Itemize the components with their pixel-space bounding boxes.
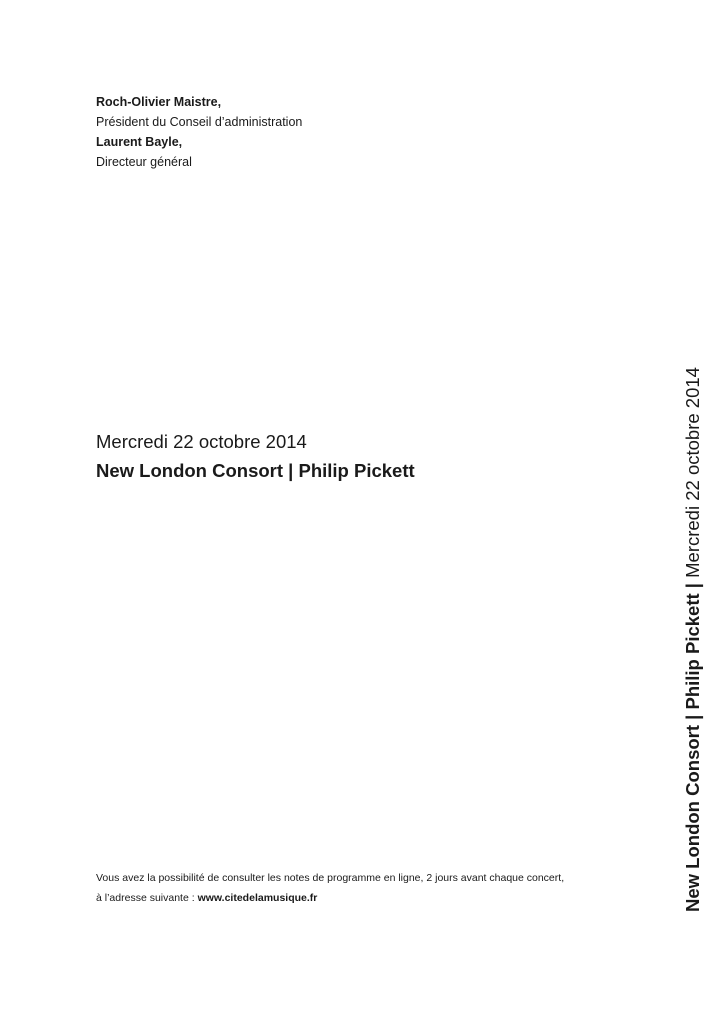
spine-text (681, 367, 705, 912)
concert-title: New London Consort | Philip Pickett (96, 460, 415, 481)
signatory-role-1: Président du Conseil d’administration (96, 115, 303, 129)
signatory-role-2: Directeur général (96, 155, 192, 169)
website-link[interactable]: www.citedelamusique.fr (197, 892, 318, 904)
concert-heading (96, 428, 616, 486)
notice-line-1: Vous avez la possibilité de consulter les notes de programme en ligne, 2 jours avant chaque concert, (96, 872, 565, 884)
concert-date: Mercredi 22 octobre 2014 (96, 431, 307, 452)
notice-line-2 (96, 888, 636, 908)
signatory-name-2: Laurent Bayle, (96, 135, 183, 149)
signatures-block (96, 92, 456, 172)
signatory-name-1: Roch-Olivier Maistre, (96, 95, 222, 109)
online-notes-notice (96, 868, 636, 908)
spine-date: Mercredi 22 octobre 2014 (682, 367, 703, 578)
notice-line-2-prefix: à l’adresse suivante : (96, 892, 198, 904)
spine-title: New London Consort | Philip Pickett (682, 593, 703, 912)
spine-separator: | (682, 577, 703, 594)
